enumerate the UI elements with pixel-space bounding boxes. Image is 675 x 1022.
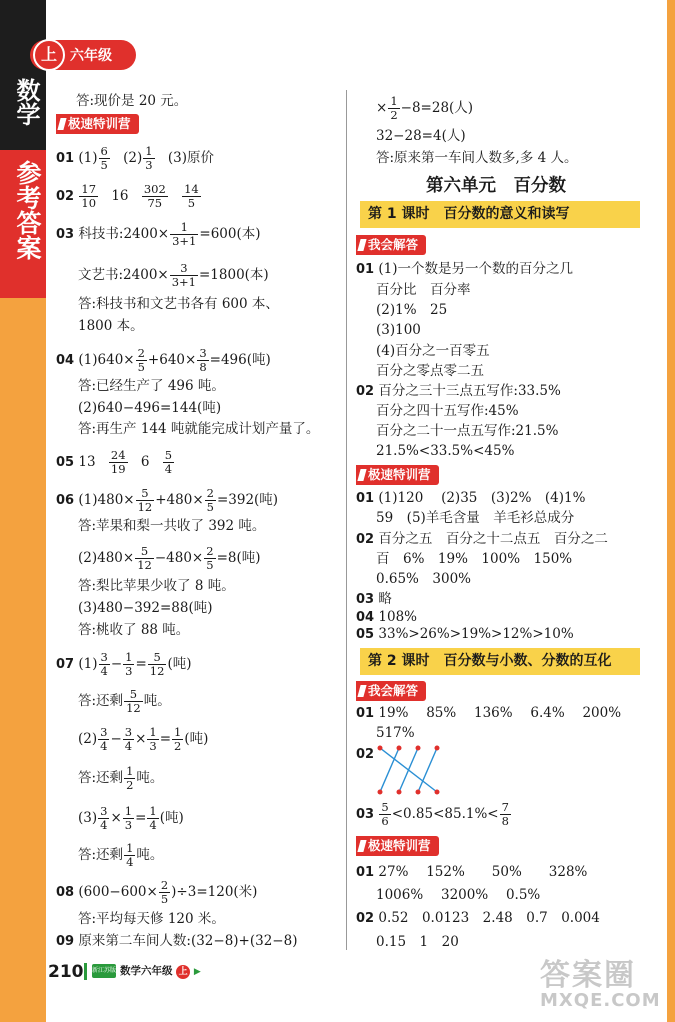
denominator: 3 xyxy=(124,818,133,832)
question-number: 01 xyxy=(356,865,375,880)
text: × xyxy=(110,810,122,826)
denominator: 12 xyxy=(137,500,153,514)
text: (吨) xyxy=(159,810,184,826)
text: (3)原价 xyxy=(167,150,215,166)
text: × xyxy=(376,100,388,116)
text: (1)120 (2)35 (3)2% (4)1% xyxy=(378,490,586,506)
answer-line: 百分之二十一点五写作:21.5% xyxy=(376,423,559,439)
grade-label: 六年级 xyxy=(70,48,112,64)
text: =8(吨) xyxy=(216,550,261,566)
answer-line: 517% xyxy=(376,725,415,741)
denominator: 5 xyxy=(206,558,214,572)
question-02 xyxy=(356,381,561,402)
text: =496(吨) xyxy=(209,352,271,368)
denominator: 4 xyxy=(124,739,133,753)
denominator: 3 xyxy=(149,739,157,753)
denominator: 4 xyxy=(100,739,108,753)
text: 略 xyxy=(378,591,392,607)
fraction xyxy=(98,726,109,753)
denominator: 4 xyxy=(149,818,157,832)
fraction xyxy=(142,183,168,210)
fraction xyxy=(172,726,183,753)
page-number: 210 xyxy=(48,962,84,982)
text: (2) xyxy=(78,731,98,747)
text: 吨。 xyxy=(136,847,164,863)
text: =392(吨) xyxy=(216,492,279,508)
spine-subject xyxy=(0,0,46,150)
fraction xyxy=(109,449,128,476)
numerator: 5 xyxy=(124,688,143,702)
question-02 xyxy=(356,529,608,550)
text: 百分之三十三点五写作:33.5% xyxy=(378,383,561,399)
text: 6 xyxy=(140,454,150,470)
denominator: 12 xyxy=(126,701,141,715)
text: 百分之五 百分之十二点五 百分之二 xyxy=(378,531,608,547)
answer-line: 答:科技书和文艺书各有 600 本、 xyxy=(78,296,279,312)
fraction xyxy=(388,95,399,122)
answer-line: 答:原来第一车间人数多,多 4 人。 xyxy=(376,150,578,166)
match-dot xyxy=(378,746,383,751)
answer-line: (2)640−496=144(吨) xyxy=(78,400,222,416)
text: )÷3=120(米) xyxy=(171,884,258,900)
fraction xyxy=(204,545,215,572)
fraction xyxy=(182,183,201,210)
text: +640× xyxy=(147,352,197,368)
question-01 xyxy=(356,703,621,724)
question-number: 01 xyxy=(356,262,375,277)
question-number: 04 xyxy=(356,610,375,625)
fraction xyxy=(500,801,511,828)
question-number: 04 xyxy=(56,353,75,368)
numerator: 1 xyxy=(149,725,157,739)
fraction xyxy=(148,651,167,678)
denominator: 12 xyxy=(149,664,165,678)
question-number: 05 xyxy=(56,455,75,470)
fraction xyxy=(98,805,109,832)
numerator: 24 xyxy=(110,448,126,462)
fraction xyxy=(136,487,155,514)
answer-line xyxy=(78,262,269,289)
section-tag: 极速特训营 xyxy=(356,836,439,856)
numerator: 2 xyxy=(137,346,145,360)
answer-line: 答:梨比苹果少收了 8 吨。 xyxy=(78,578,235,594)
denominator: 5 xyxy=(206,500,214,514)
denominator: 2 xyxy=(174,739,182,753)
fraction xyxy=(123,651,134,678)
answer-line: 答:已经生产了 496 吨。 xyxy=(78,378,225,394)
question-01 xyxy=(56,145,214,172)
text: 27% 152% 50% 328% xyxy=(378,864,588,880)
answer-line: (4)百分之一百零五 xyxy=(376,343,490,359)
match-dot xyxy=(397,746,402,751)
denominator: 3 xyxy=(145,158,153,172)
denominator: 3 xyxy=(125,664,133,678)
column-divider xyxy=(346,90,347,950)
section-tag: 极速特训营 xyxy=(356,465,439,485)
answer-line xyxy=(78,765,163,792)
denominator: 19 xyxy=(110,462,126,476)
grade-badge: 上 xyxy=(33,39,65,71)
answer-line: (2)1% 25 xyxy=(376,302,448,318)
question-number: 02 xyxy=(56,189,75,204)
text: − xyxy=(110,731,122,747)
text: × xyxy=(135,731,147,747)
match-line xyxy=(399,748,418,792)
question-07 xyxy=(56,651,191,678)
question-01 xyxy=(356,862,587,883)
question-02 xyxy=(356,744,374,765)
numerator: 1 xyxy=(145,144,153,158)
question-number: 08 xyxy=(56,885,75,900)
answer-line xyxy=(78,688,171,715)
matching-diagram xyxy=(374,742,444,798)
match-dot xyxy=(435,790,440,795)
text: 答:还剩 xyxy=(78,693,124,709)
question-08 xyxy=(56,879,257,906)
answer-line xyxy=(376,95,473,122)
fraction xyxy=(170,262,198,289)
denominator: 4 xyxy=(100,664,108,678)
denominator: 2 xyxy=(126,778,134,792)
text: 答:还剩 xyxy=(78,847,124,863)
text: − xyxy=(110,656,123,672)
fraction xyxy=(379,801,390,828)
watermark-url: MXQE.COM xyxy=(540,990,661,1011)
numerator: 1 xyxy=(126,841,134,855)
section-tag: 我会解答 xyxy=(356,681,426,701)
question-06 xyxy=(56,487,278,514)
fraction xyxy=(99,145,110,172)
text: (1)一个数是另一个数的百分之几 xyxy=(378,261,574,277)
numerator: 7 xyxy=(501,800,509,814)
numerator: 5 xyxy=(381,800,389,814)
section-tag: 极速特训营 xyxy=(56,114,139,134)
question-03 xyxy=(56,221,261,248)
denominator: 12 xyxy=(137,558,152,572)
fraction xyxy=(79,183,98,210)
denominator: 2 xyxy=(390,108,398,122)
answer-line: 百分之四十五写作:45% xyxy=(376,403,519,419)
answer-line: 答:桃收了 88 吨。 xyxy=(78,622,190,638)
match-dot xyxy=(416,790,421,795)
answer-line: 百分比 百分率 xyxy=(376,282,471,298)
answer-line: 答:平均每天修 120 米。 xyxy=(78,911,225,927)
question-number: 06 xyxy=(56,493,75,508)
numerator: 3 xyxy=(100,804,108,818)
fraction xyxy=(197,347,208,374)
text: 文艺书:2400× xyxy=(78,267,169,283)
text: 19% 85% 136% 6.4% 200% xyxy=(378,705,622,721)
text: = xyxy=(159,731,172,747)
question-number: 02 xyxy=(356,532,375,547)
footer-title-text: 数学六年级 xyxy=(120,965,173,977)
denominator: 4 xyxy=(100,818,108,832)
denominator: 5 xyxy=(100,158,108,172)
denominator: 8 xyxy=(199,360,207,374)
numerator: 1 xyxy=(170,221,198,235)
text: 科技书:2400× xyxy=(78,226,170,242)
question-number: 02 xyxy=(356,747,375,762)
text: (2) xyxy=(123,150,143,166)
match-dot xyxy=(435,746,440,751)
text: (1) xyxy=(78,150,98,166)
text: 吨。 xyxy=(143,693,171,709)
question-number: 09 xyxy=(56,934,75,949)
text: 原来第二车间人数:(32−8)+(32−8) xyxy=(78,933,298,949)
answer-line: 0.15 1 20 xyxy=(376,934,459,950)
question-number: 07 xyxy=(56,657,75,672)
question-05 xyxy=(356,624,574,645)
text: (600−600× xyxy=(78,884,158,900)
numerator: 17 xyxy=(81,182,97,196)
denominator: 5 xyxy=(160,892,169,906)
numerator: 3 xyxy=(100,725,108,739)
fraction xyxy=(147,726,158,753)
text: (2)480× xyxy=(78,550,135,566)
question-number: 02 xyxy=(356,384,375,399)
fraction xyxy=(170,221,198,248)
volume-badge: 上 xyxy=(176,965,190,979)
fraction xyxy=(123,726,134,753)
question-number: 03 xyxy=(356,592,375,607)
answer-line: 答:现价是 20 元。 xyxy=(76,93,188,109)
text: −8=28(人) xyxy=(400,100,474,116)
match-dot xyxy=(416,746,421,751)
watermark-text: 答案圈 xyxy=(540,958,636,993)
numerator: 1 xyxy=(174,725,182,739)
denominator: 8 xyxy=(501,814,509,828)
question-number: 01 xyxy=(356,706,375,721)
question-number: 05 xyxy=(356,627,375,642)
numerator: 3 xyxy=(170,262,198,276)
text: −480× xyxy=(154,550,204,566)
answer-line: 21.5%<33.5%<45% xyxy=(376,443,515,459)
text: 0.52 0.0123 2.48 0.7 0.004 xyxy=(378,910,600,926)
match-dot xyxy=(397,790,402,795)
numerator: 5 xyxy=(148,651,167,665)
answer-line xyxy=(78,545,261,572)
answer-line: 答:苹果和梨一共收了 392 吨。 xyxy=(78,518,266,534)
answer-line: 百分之零点零二五 xyxy=(376,363,484,379)
fraction xyxy=(99,651,110,678)
fraction xyxy=(123,805,134,832)
question-09 xyxy=(56,931,297,952)
answer-line: 百 6% 19% 100% 150% xyxy=(376,551,573,567)
numerator: 2 xyxy=(206,486,214,500)
numerator: 1 xyxy=(124,804,133,818)
question-01 xyxy=(356,488,585,509)
numerator: 5 xyxy=(135,545,154,559)
arrow-icon: ▶ xyxy=(193,967,201,977)
numerator: 6 xyxy=(100,144,108,158)
watermark xyxy=(540,950,670,1020)
numerator: 5 xyxy=(136,487,155,501)
fraction xyxy=(124,765,135,792)
text: (吨) xyxy=(184,731,209,747)
text: 吨。 xyxy=(136,770,164,786)
question-04 xyxy=(56,347,271,374)
numerator: 1 xyxy=(125,650,133,664)
fraction xyxy=(159,879,170,906)
text: (1)640× xyxy=(78,352,135,368)
text: 16 xyxy=(111,188,129,204)
question-05 xyxy=(56,449,175,476)
lesson-title: 第 2 课时 百分数与小数、分数的互化 xyxy=(360,648,640,675)
answer-line: 答:再生产 144 吨就能完成计划产量了。 xyxy=(78,421,320,437)
spine-answers xyxy=(0,150,46,298)
footer-title xyxy=(120,963,201,979)
denominator: 10 xyxy=(81,196,97,210)
text: 13 xyxy=(78,454,96,470)
subject-label: 数学 xyxy=(12,78,40,126)
question-number: 02 xyxy=(356,911,375,926)
answer-line: 1800 本。 xyxy=(78,318,144,334)
text: =1800(本) xyxy=(199,267,269,283)
question-03 xyxy=(356,801,512,828)
question-01 xyxy=(356,259,573,280)
answer-line xyxy=(78,726,208,753)
denominator: 6 xyxy=(381,814,389,828)
answer-line: 59 (5)羊毛含量 羊毛衫总成分 xyxy=(376,510,575,526)
numerator: 302 xyxy=(143,182,166,196)
question-02 xyxy=(56,183,202,210)
fraction xyxy=(135,545,154,572)
text: 33%>26%>19%>12%>10% xyxy=(378,626,574,642)
text: 108% xyxy=(378,609,417,625)
numerator: 1 xyxy=(126,764,134,778)
fraction xyxy=(124,842,135,869)
section-tag: 我会解答 xyxy=(356,235,426,255)
fraction xyxy=(147,805,158,832)
question-number: 01 xyxy=(356,491,375,506)
answer-line xyxy=(78,842,163,869)
denominator: 3+1 xyxy=(172,234,197,248)
text: (吨) xyxy=(167,656,192,672)
denominator: 5 xyxy=(187,196,196,210)
edition-badge: 新江苏版 xyxy=(92,964,116,978)
question-number: 03 xyxy=(56,227,75,242)
denominator: 75 xyxy=(147,196,163,210)
denominator: 4 xyxy=(126,855,134,869)
answer-label: 参考答案 xyxy=(13,160,42,260)
text: (1)480× xyxy=(78,492,135,508)
right-edge-strip xyxy=(667,0,675,1022)
numerator: 1 xyxy=(149,804,157,818)
numerator: 3 xyxy=(100,650,108,664)
text: = xyxy=(135,656,147,672)
fraction xyxy=(163,449,174,476)
answer-line: (3)480−392=88(吨) xyxy=(78,600,213,616)
text: +480× xyxy=(155,492,204,508)
numerator: 1 xyxy=(390,94,398,108)
fraction xyxy=(124,688,143,715)
denominator: 4 xyxy=(164,462,173,476)
answer-line: 0.65% 300% xyxy=(376,571,471,587)
match-dot xyxy=(378,790,383,795)
answer-line xyxy=(78,805,184,832)
question-02 xyxy=(356,908,600,929)
numerator: 2 xyxy=(160,878,169,892)
numerator: 2 xyxy=(206,544,214,558)
numerator: 5 xyxy=(164,448,173,462)
fraction xyxy=(143,145,154,172)
text: <0.85<85.1%< xyxy=(391,806,499,822)
denominator: 5 xyxy=(137,360,145,374)
footer-divider xyxy=(84,963,87,980)
numerator: 14 xyxy=(184,182,199,196)
numerator: 3 xyxy=(199,346,207,360)
text: (1) xyxy=(78,656,98,672)
text: =600(本) xyxy=(199,226,261,242)
lesson-title: 第 1 课时 百分数的意义和读写 xyxy=(360,201,640,228)
text: 答:还剩 xyxy=(78,770,124,786)
answer-line: (3)100 xyxy=(376,322,421,338)
unit-title: 第六单元 百分数 xyxy=(426,176,566,196)
fraction xyxy=(205,487,216,514)
question-number: 03 xyxy=(356,807,375,822)
question-number: 01 xyxy=(56,151,75,166)
denominator: 3+1 xyxy=(171,275,196,289)
answer-line: 32−28=4(人) xyxy=(376,128,466,144)
numerator: 3 xyxy=(124,725,133,739)
fraction xyxy=(136,347,147,374)
text: (3) xyxy=(78,810,98,826)
text: = xyxy=(135,810,147,826)
answer-line: 1006% 3200% 0.5% xyxy=(376,887,541,903)
